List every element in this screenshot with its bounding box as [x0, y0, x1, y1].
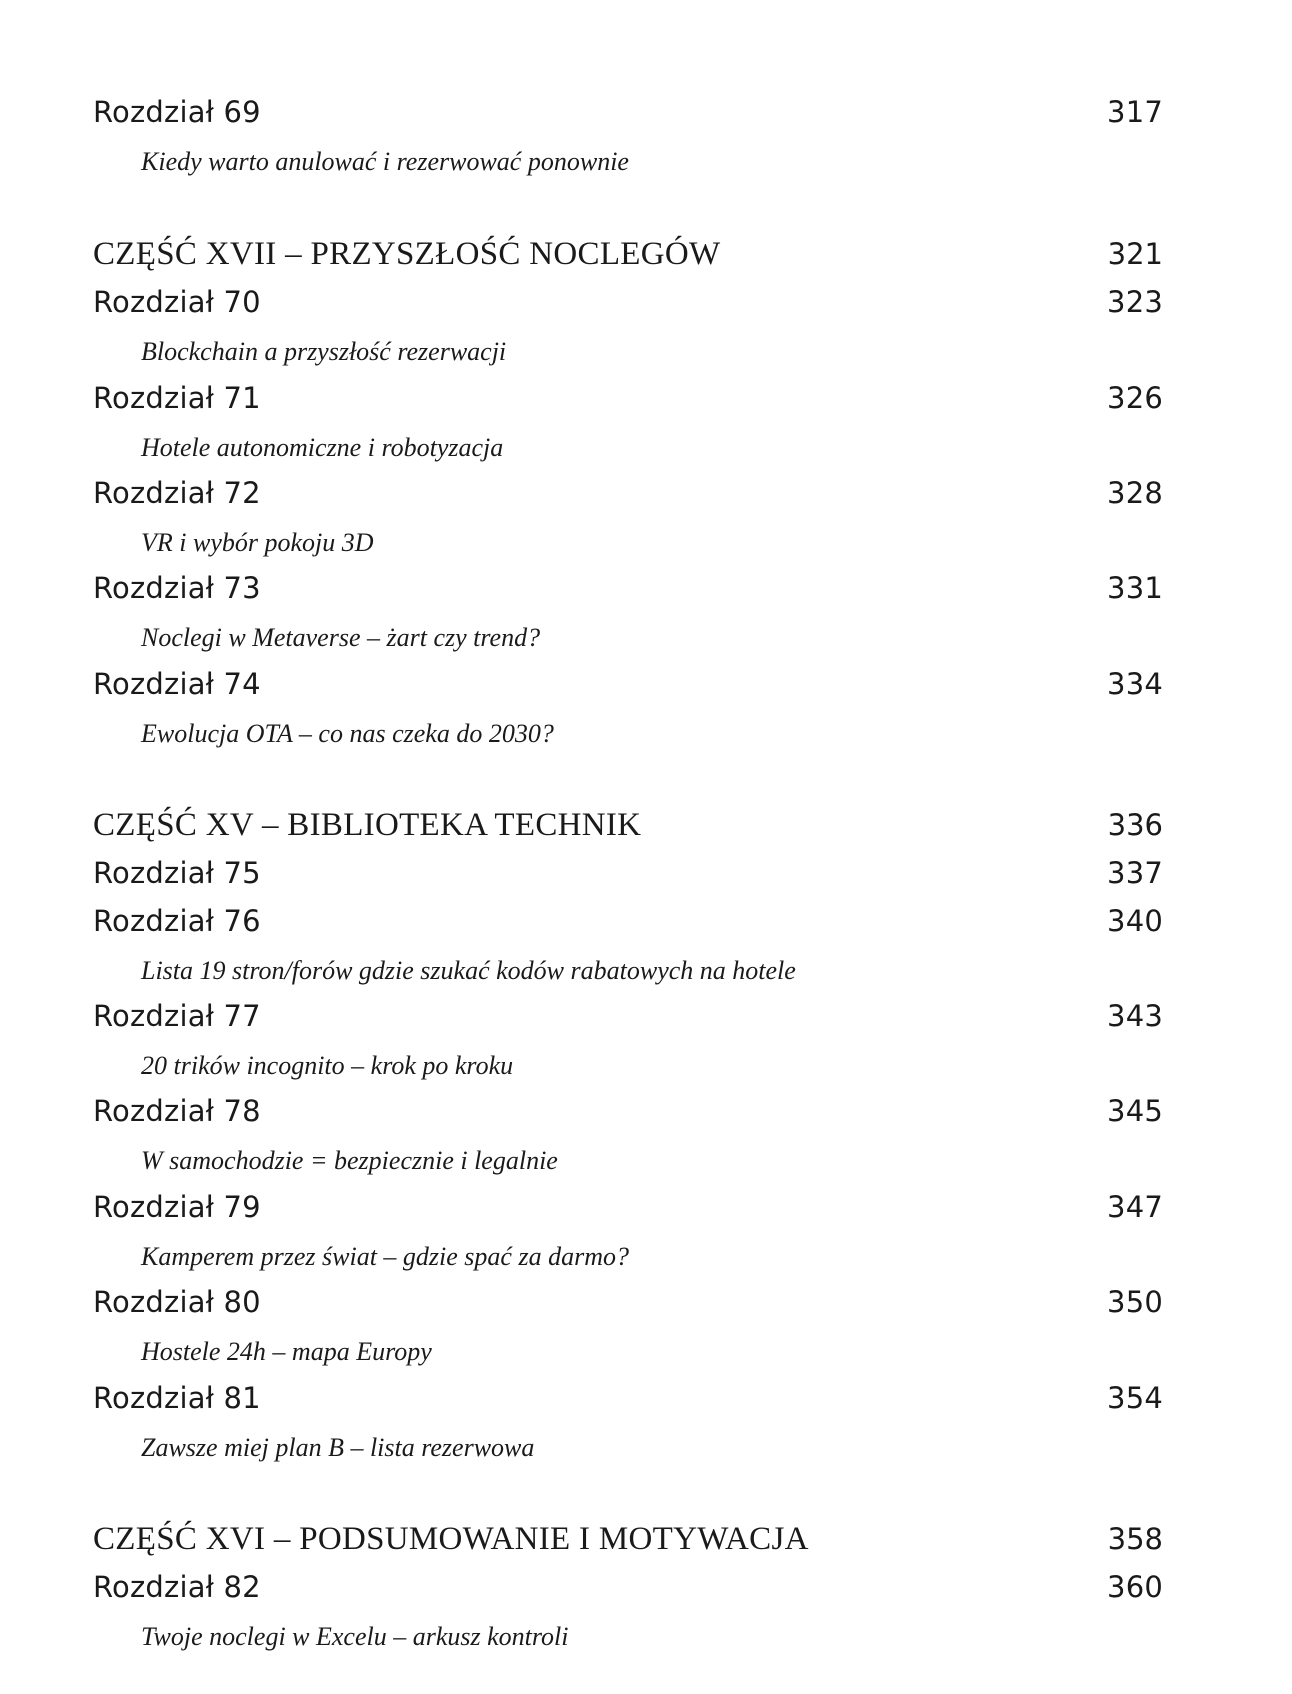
chapter-title: Rozdział 73: [93, 571, 261, 605]
chapter-title: Rozdział 80: [93, 1285, 261, 1319]
page-number: 360: [1107, 1570, 1163, 1604]
page-number: 358: [1107, 1522, 1163, 1556]
chapter-title: Rozdział 71: [93, 381, 261, 415]
page-number: 343: [1107, 999, 1163, 1033]
toc-chapter-entry: [93, 853, 1163, 893]
part-title: CZĘŚĆ XVII – PRZYSZŁOŚĆ NOCLEGÓW: [93, 236, 721, 272]
toc-chapter-entry: [93, 92, 1163, 132]
toc-chapter-entry: [93, 1378, 1163, 1418]
page-number: 347: [1107, 1190, 1163, 1224]
toc-chapter-entry: [93, 378, 1163, 418]
chapter-title: Rozdział 69: [93, 95, 261, 129]
toc-chapter-entry: [93, 901, 1163, 941]
chapter-subtitle: Kamperem przez świat – gdzie spać za darmo?: [141, 1242, 629, 1271]
chapter-subtitle: Hostele 24h – mapa Europy: [141, 1337, 432, 1366]
page-number: 331: [1107, 571, 1163, 605]
chapter-subtitle: Kiedy warto anulować i rezerwować ponownie: [141, 147, 629, 176]
toc-chapter-entry: [93, 1282, 1163, 1322]
page-number: 321: [1107, 237, 1163, 271]
chapter-title: Rozdział 75: [93, 856, 261, 890]
chapter-subtitle: Noclegi w Metaverse – żart czy trend?: [141, 623, 541, 652]
page-number: 328: [1107, 476, 1163, 510]
chapter-title: Rozdział 82: [93, 1570, 261, 1604]
page-number: 337: [1107, 856, 1163, 890]
page-number: 340: [1107, 904, 1163, 938]
part-title: CZĘŚĆ XVI – PODSUMOWANIE I MOTYWACJA: [93, 1521, 809, 1557]
toc-chapter-entry: [93, 1091, 1163, 1131]
chapter-subtitle: 20 trików incognito – krok po kroku: [141, 1051, 514, 1080]
chapter-title: Rozdział 72: [93, 476, 261, 510]
page-number: 336: [1107, 808, 1163, 842]
chapter-title: Rozdział 74: [93, 667, 261, 701]
chapter-subtitle: W samochodzie = bezpiecznie i legalnie: [141, 1146, 558, 1175]
toc-chapter-entry: [93, 473, 1163, 513]
toc-chapter-entry: [93, 1567, 1163, 1607]
page-number: 323: [1107, 285, 1163, 319]
page-number: 317: [1107, 95, 1163, 129]
chapter-subtitle: Twoje noclegi w Excelu – arkusz kontroli: [141, 1622, 569, 1651]
page-number: 334: [1107, 667, 1163, 701]
page-number: 354: [1107, 1381, 1163, 1415]
page-number: 326: [1107, 381, 1163, 415]
chapter-subtitle: Blockchain a przyszłość rezerwacji: [141, 337, 507, 366]
toc-part-entry: [93, 1519, 1163, 1559]
chapter-subtitle: Hotele autonomiczne i robotyzacja: [141, 433, 504, 462]
page-number: 345: [1107, 1094, 1163, 1128]
chapter-subtitle: Lista 19 stron/forów gdzie szukać kodów rabatowych na hotele: [141, 956, 796, 985]
chapter-title: Rozdział 77: [93, 999, 261, 1033]
toc-part-entry: [93, 805, 1163, 845]
toc-part-entry: [93, 234, 1163, 274]
chapter-title: Rozdział 79: [93, 1190, 261, 1224]
toc-chapter-entry: [93, 664, 1163, 704]
chapter-title: Rozdział 70: [93, 285, 261, 319]
toc-chapter-entry: [93, 1187, 1163, 1227]
toc-chapter-entry: [93, 282, 1163, 322]
chapter-title: Rozdział 81: [93, 1381, 261, 1415]
chapter-subtitle: Ewolucja OTA – co nas czeka do 2030?: [141, 719, 554, 748]
chapter-subtitle: VR i wybór pokoju 3D: [141, 528, 374, 557]
chapter-title: Rozdział 76: [93, 904, 261, 938]
toc-chapter-entry: [93, 568, 1163, 608]
chapter-subtitle: Zawsze miej plan B – lista rezerwowa: [141, 1433, 535, 1462]
toc-chapter-entry: [93, 996, 1163, 1036]
page-number: 350: [1107, 1285, 1163, 1319]
part-title: CZĘŚĆ XV – BIBLIOTEKA TECHNIK: [93, 807, 642, 843]
chapter-title: Rozdział 78: [93, 1094, 261, 1128]
